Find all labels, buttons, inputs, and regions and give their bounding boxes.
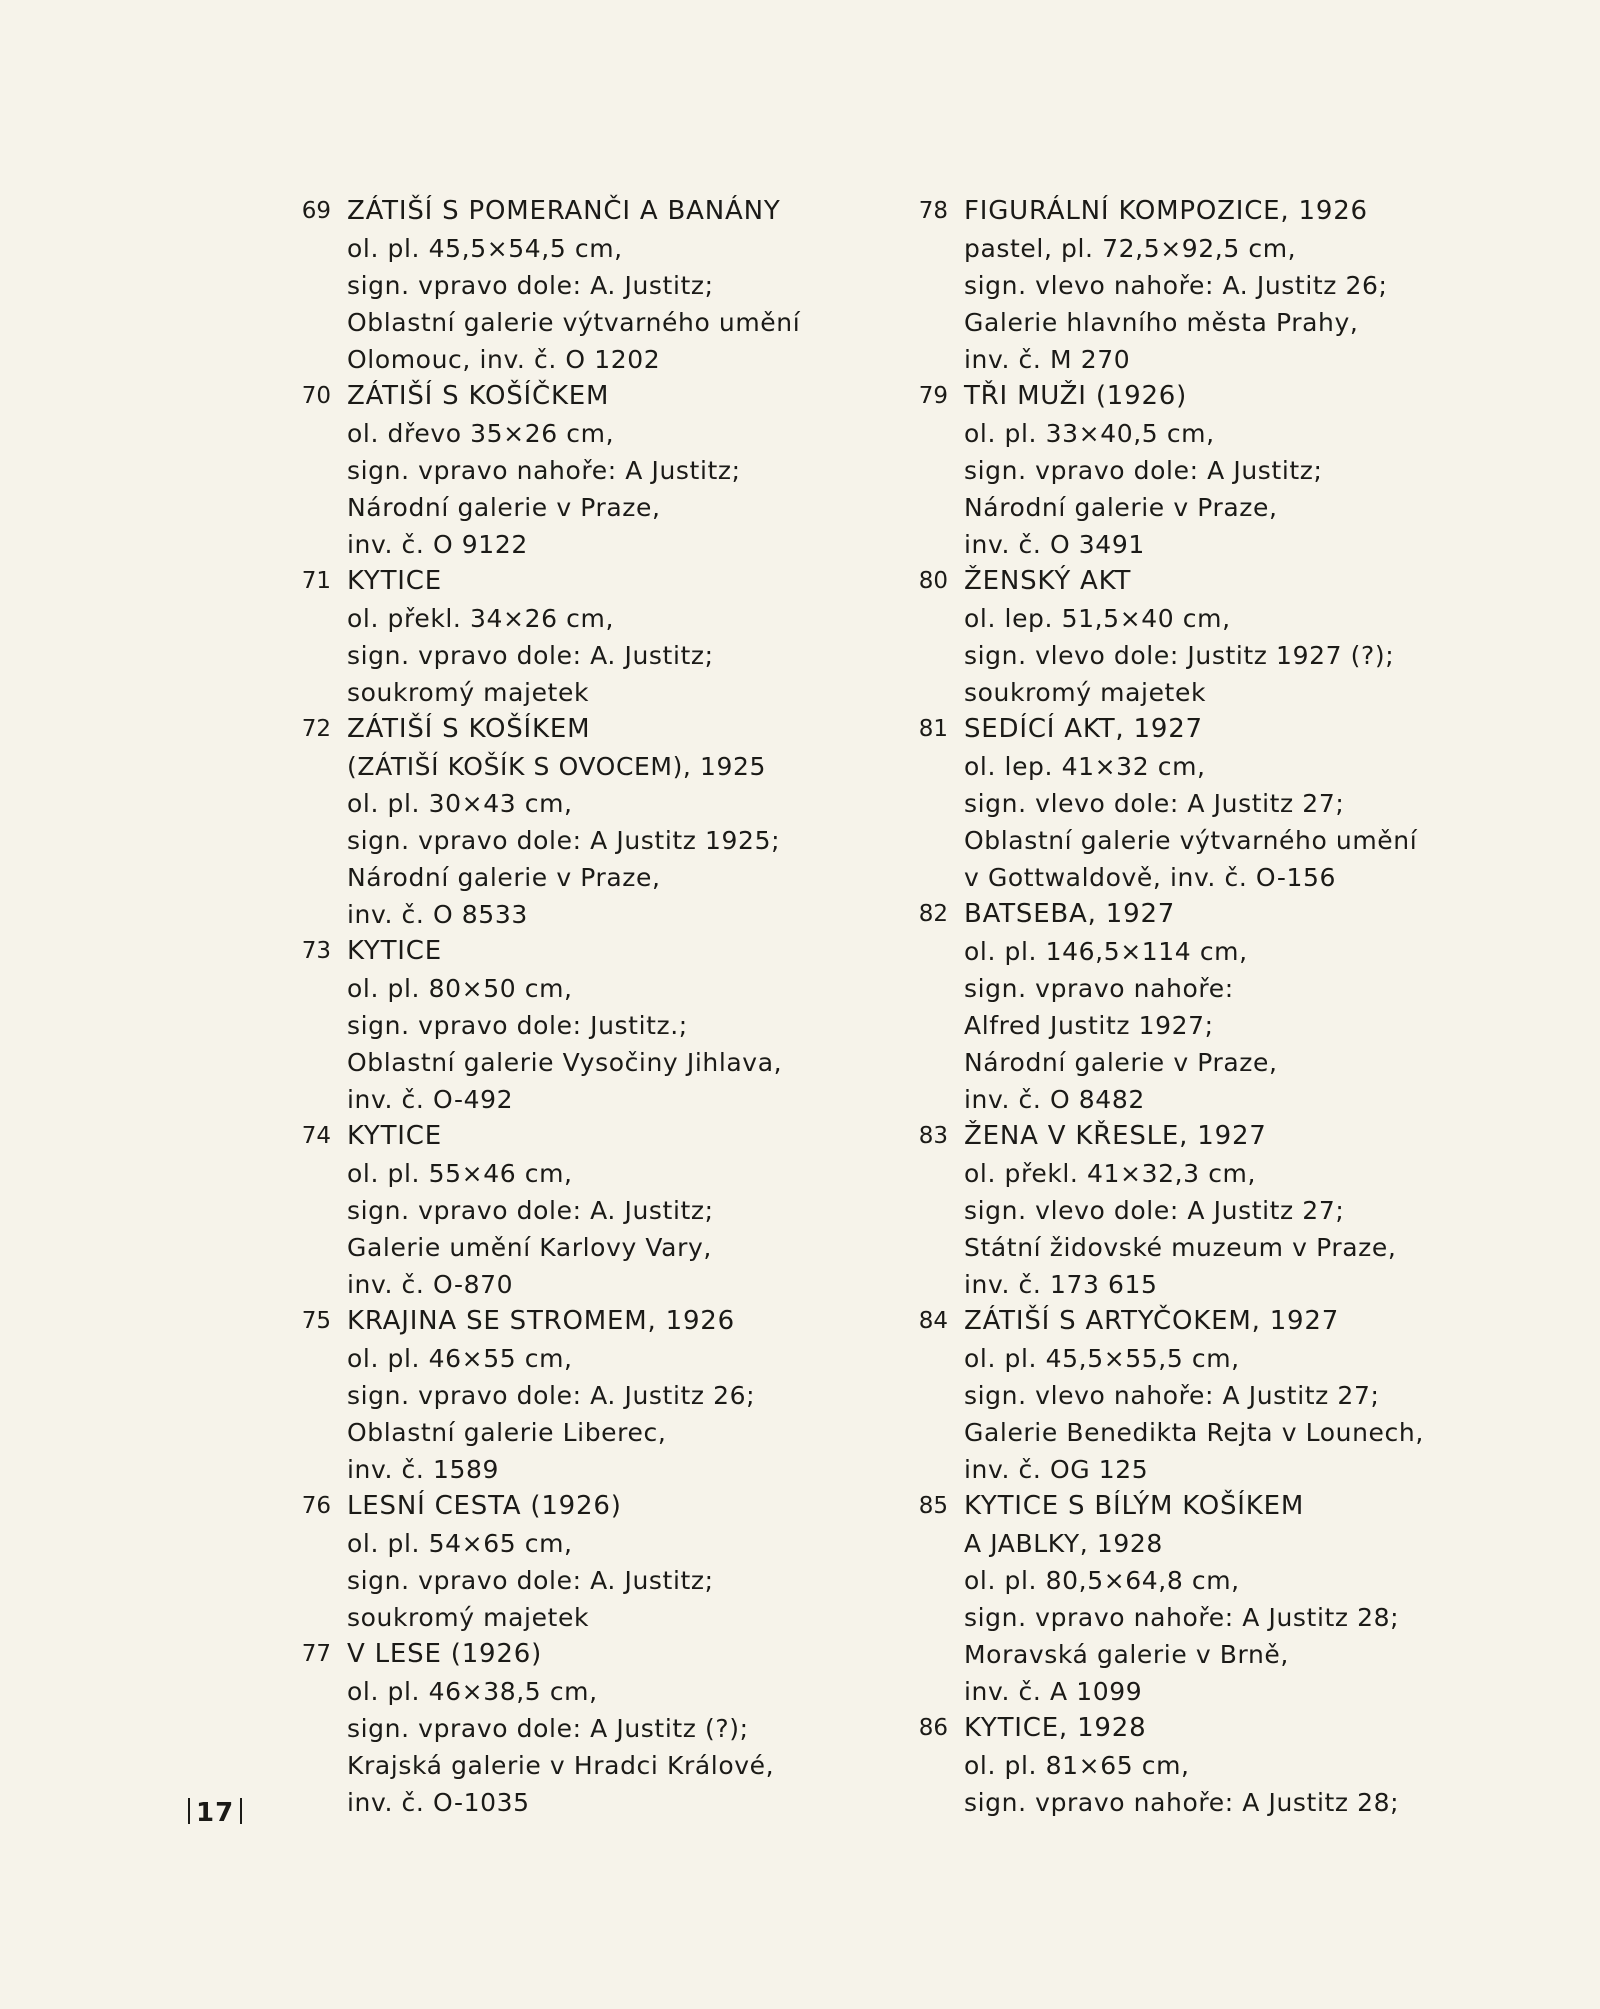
entry-detail-line: inv. č. O-870 bbox=[347, 1270, 514, 1299]
entry-detail-line: ol. lep. 41×32 cm, bbox=[964, 752, 1206, 781]
catalogue-entry bbox=[285, 933, 845, 1118]
entry-detail-line: ol. pl. 80×50 cm, bbox=[347, 974, 573, 1003]
entry-detail-line: Galerie Benedikta Rejta v Lounech, bbox=[964, 1418, 1424, 1447]
entry-title: LESNÍ CESTA (1926) bbox=[347, 1491, 622, 1521]
entry-detail-line: Národní galerie v Praze, bbox=[347, 493, 661, 522]
entry-detail-line: soukromý majetek bbox=[347, 1603, 590, 1632]
entry-detail-line: sign. vpravo dole: A. Justitz 26; bbox=[347, 1381, 756, 1410]
entry-detail-line: inv. č. O-1035 bbox=[347, 1788, 530, 1817]
entry-detail-line: inv. č. 1589 bbox=[347, 1455, 499, 1484]
catalogue-entry bbox=[902, 1303, 1462, 1488]
entry-number: 81 bbox=[918, 716, 948, 742]
entry-title: ŽENSKÝ AKT bbox=[964, 566, 1132, 596]
entry-detail-line: ol. pl. 46×55 cm, bbox=[347, 1344, 573, 1373]
entry-detail-line: sign. vpravo nahoře: bbox=[964, 974, 1234, 1003]
catalogue-entry bbox=[902, 711, 1462, 896]
entry-detail-line: soukromý majetek bbox=[964, 678, 1207, 707]
entry-detail-line: inv. č. 173 615 bbox=[964, 1270, 1158, 1299]
entry-detail-line: inv. č. O-492 bbox=[347, 1085, 514, 1114]
entry-detail-line: inv. č. A 1099 bbox=[964, 1677, 1143, 1706]
entry-detail-line: A JABLKY, 1928 bbox=[964, 1529, 1163, 1558]
entry-title: KYTICE bbox=[347, 566, 442, 596]
entry-detail-line: ol. pl. 80,5×64,8 cm, bbox=[964, 1566, 1240, 1595]
entry-detail-line: sign. vpravo dole: A. Justitz; bbox=[347, 1566, 714, 1595]
entry-detail-line: sign. vlevo dole: Justitz 1927 (?); bbox=[964, 641, 1395, 670]
entry-detail-line: ol. lep. 51,5×40 cm, bbox=[964, 604, 1231, 633]
entry-detail-line: v Gottwaldově, inv. č. O-156 bbox=[964, 863, 1337, 892]
entry-detail-line: sign. vpravo nahoře: A Justitz; bbox=[347, 456, 741, 485]
entry-title: V LESE (1926) bbox=[347, 1639, 543, 1669]
entry-detail-line: sign. vlevo dole: A Justitz 27; bbox=[964, 789, 1345, 818]
entry-number: 76 bbox=[301, 1493, 331, 1519]
entry-detail-line: Alfred Justitz 1927; bbox=[964, 1011, 1214, 1040]
entry-title: KRAJINA SE STROMEM, 1926 bbox=[347, 1306, 735, 1336]
entry-detail-line: sign. vpravo nahoře: A Justitz 28; bbox=[964, 1603, 1400, 1632]
entry-detail-line: Národní galerie v Praze, bbox=[964, 1048, 1278, 1077]
entry-detail-line: sign. vpravo dole: A Justitz; bbox=[964, 456, 1323, 485]
page-number-bar-right bbox=[240, 1798, 242, 1824]
entry-number: 74 bbox=[301, 1123, 331, 1149]
entry-detail-line: sign. vpravo dole: A Justitz 1925; bbox=[347, 826, 781, 855]
entry-detail-line: Oblastní galerie Liberec, bbox=[347, 1418, 667, 1447]
entry-detail-line: Národní galerie v Praze, bbox=[347, 863, 661, 892]
entry-detail-line: sign. vpravo nahoře: A Justitz 28; bbox=[964, 1788, 1400, 1817]
entry-number: 82 bbox=[918, 901, 948, 927]
entry-detail-line: inv. č. M 270 bbox=[964, 345, 1131, 374]
entry-detail-line: Galerie umění Karlovy Vary, bbox=[347, 1233, 712, 1262]
catalogue-entry bbox=[285, 1303, 845, 1488]
catalogue-entry bbox=[285, 1636, 845, 1821]
page-number bbox=[182, 1796, 248, 1830]
entry-number: 73 bbox=[301, 938, 331, 964]
entry-detail-line: ol. pl. 146,5×114 cm, bbox=[964, 937, 1248, 966]
entry-detail-line: sign. vpravo dole: A. Justitz; bbox=[347, 271, 714, 300]
right-column bbox=[902, 193, 1462, 1821]
entry-detail-line: ol. pl. 55×46 cm, bbox=[347, 1159, 573, 1188]
catalogue-entry bbox=[902, 378, 1462, 563]
entry-detail-line: soukromý majetek bbox=[347, 678, 590, 707]
entry-detail-line: Oblastní galerie výtvarného umění bbox=[964, 826, 1418, 855]
entry-title: ŽENA V KŘESLE, 1927 bbox=[964, 1121, 1267, 1151]
entry-title: SEDÍCÍ AKT, 1927 bbox=[964, 714, 1203, 744]
page-number-bar-left bbox=[188, 1798, 190, 1824]
entry-detail-line: inv. č. O 8533 bbox=[347, 900, 528, 929]
entry-number: 83 bbox=[918, 1123, 948, 1149]
entry-detail-line: Národní galerie v Praze, bbox=[964, 493, 1278, 522]
catalogue-entry bbox=[902, 193, 1462, 378]
entry-detail-line: inv. č. O 9122 bbox=[347, 530, 528, 559]
entry-detail-line: sign. vpravo dole: A. Justitz; bbox=[347, 1196, 714, 1225]
entry-title: ZÁTIŠÍ S POMERANČI A BANÁNY bbox=[347, 196, 781, 226]
entry-title: ZÁTIŠÍ S ARTYČOKEM, 1927 bbox=[964, 1306, 1340, 1336]
entry-detail-line: pastel, pl. 72,5×92,5 cm, bbox=[964, 234, 1297, 263]
entry-title: FIGURÁLNÍ KOMPOZICE, 1926 bbox=[964, 196, 1368, 226]
entry-detail-line: ol. překl. 34×26 cm, bbox=[347, 604, 614, 633]
entry-detail-line: inv. č. OG 125 bbox=[964, 1455, 1149, 1484]
catalogue-entry bbox=[902, 1118, 1462, 1303]
entry-number: 80 bbox=[918, 568, 948, 594]
entry-number: 70 bbox=[301, 383, 331, 409]
entry-detail-line: Státní židovské muzeum v Praze, bbox=[964, 1233, 1397, 1262]
entry-number: 72 bbox=[301, 716, 331, 742]
entry-number: 78 bbox=[918, 198, 948, 224]
entry-title: KYTICE bbox=[347, 936, 442, 966]
entry-number: 77 bbox=[301, 1641, 331, 1667]
catalogue-entry bbox=[285, 378, 845, 563]
entry-title: ZÁTIŠÍ S KOŠÍKEM bbox=[347, 714, 591, 744]
entry-number: 69 bbox=[301, 198, 331, 224]
entry-title: KYTICE S BÍLÝM KOŠÍKEM bbox=[964, 1491, 1305, 1521]
catalogue-entry bbox=[902, 896, 1462, 1118]
entry-title: KYTICE bbox=[347, 1121, 442, 1151]
entry-detail-line: ol. pl. 54×65 cm, bbox=[347, 1529, 573, 1558]
catalogue-entry bbox=[902, 1488, 1462, 1710]
entry-detail-line: ol. pl. 33×40,5 cm, bbox=[964, 419, 1215, 448]
entry-title: KYTICE, 1928 bbox=[964, 1713, 1147, 1743]
entry-detail-line: ol. dřevo 35×26 cm, bbox=[347, 419, 615, 448]
entry-detail-line: Galerie hlavního města Prahy, bbox=[964, 308, 1359, 337]
catalogue-entry bbox=[285, 193, 845, 378]
entry-detail-line: Olomouc, inv. č. O 1202 bbox=[347, 345, 661, 374]
entry-detail-line: Oblastní galerie Vysočiny Jihlava, bbox=[347, 1048, 783, 1077]
left-column bbox=[285, 193, 845, 1821]
entry-number: 84 bbox=[918, 1308, 948, 1334]
entry-detail-line: sign. vpravo dole: Justitz.; bbox=[347, 1011, 688, 1040]
entry-detail-line: ol. pl. 45,5×55,5 cm, bbox=[964, 1344, 1240, 1373]
entry-detail-line: Krajská galerie v Hradci Králové, bbox=[347, 1751, 775, 1780]
entry-detail-line: ol. pl. 46×38,5 cm, bbox=[347, 1677, 598, 1706]
entry-title: ZÁTIŠÍ S KOŠÍČKEM bbox=[347, 381, 610, 411]
entry-detail-line: inv. č. O 3491 bbox=[964, 530, 1145, 559]
entry-title: BATSEBA, 1927 bbox=[964, 899, 1176, 929]
entry-number: 86 bbox=[918, 1715, 948, 1741]
entry-detail-line: ol. pl. 30×43 cm, bbox=[347, 789, 573, 818]
page-number-value: 17 bbox=[196, 1798, 235, 1828]
entry-detail-line: Oblastní galerie výtvarného umění bbox=[347, 308, 801, 337]
entry-number: 71 bbox=[301, 568, 331, 594]
entry-detail-line: sign. vpravo dole: A Justitz (?); bbox=[347, 1714, 749, 1743]
entry-detail-line: sign. vpravo dole: A. Justitz; bbox=[347, 641, 714, 670]
catalogue-entry bbox=[285, 711, 845, 933]
entry-number: 79 bbox=[918, 383, 948, 409]
entry-detail-line: (ZÁTIŠÍ KOŠÍK S OVOCEM), 1925 bbox=[347, 752, 767, 781]
entry-detail-line: inv. č. O 8482 bbox=[964, 1085, 1145, 1114]
catalogue-entry bbox=[902, 1710, 1462, 1821]
catalogue-entry bbox=[285, 563, 845, 711]
entry-number: 75 bbox=[301, 1308, 331, 1334]
entry-detail-line: ol. pl. 45,5×54,5 cm, bbox=[347, 234, 623, 263]
entry-detail-line: Moravská galerie v Brně, bbox=[964, 1640, 1289, 1669]
entry-detail-line: sign. vlevo dole: A Justitz 27; bbox=[964, 1196, 1345, 1225]
catalogue-entry bbox=[285, 1118, 845, 1303]
entry-number: 85 bbox=[918, 1493, 948, 1519]
catalogue-entry bbox=[285, 1488, 845, 1636]
catalogue-entry bbox=[902, 563, 1462, 711]
entry-detail-line: sign. vlevo nahoře: A Justitz 27; bbox=[964, 1381, 1380, 1410]
entry-detail-line: ol. překl. 41×32,3 cm, bbox=[964, 1159, 1257, 1188]
entry-detail-line: ol. pl. 81×65 cm, bbox=[964, 1751, 1190, 1780]
entry-detail-line: sign. vlevo nahoře: A. Justitz 26; bbox=[964, 271, 1388, 300]
entry-title: TŘI MUŽI (1926) bbox=[964, 381, 1188, 411]
